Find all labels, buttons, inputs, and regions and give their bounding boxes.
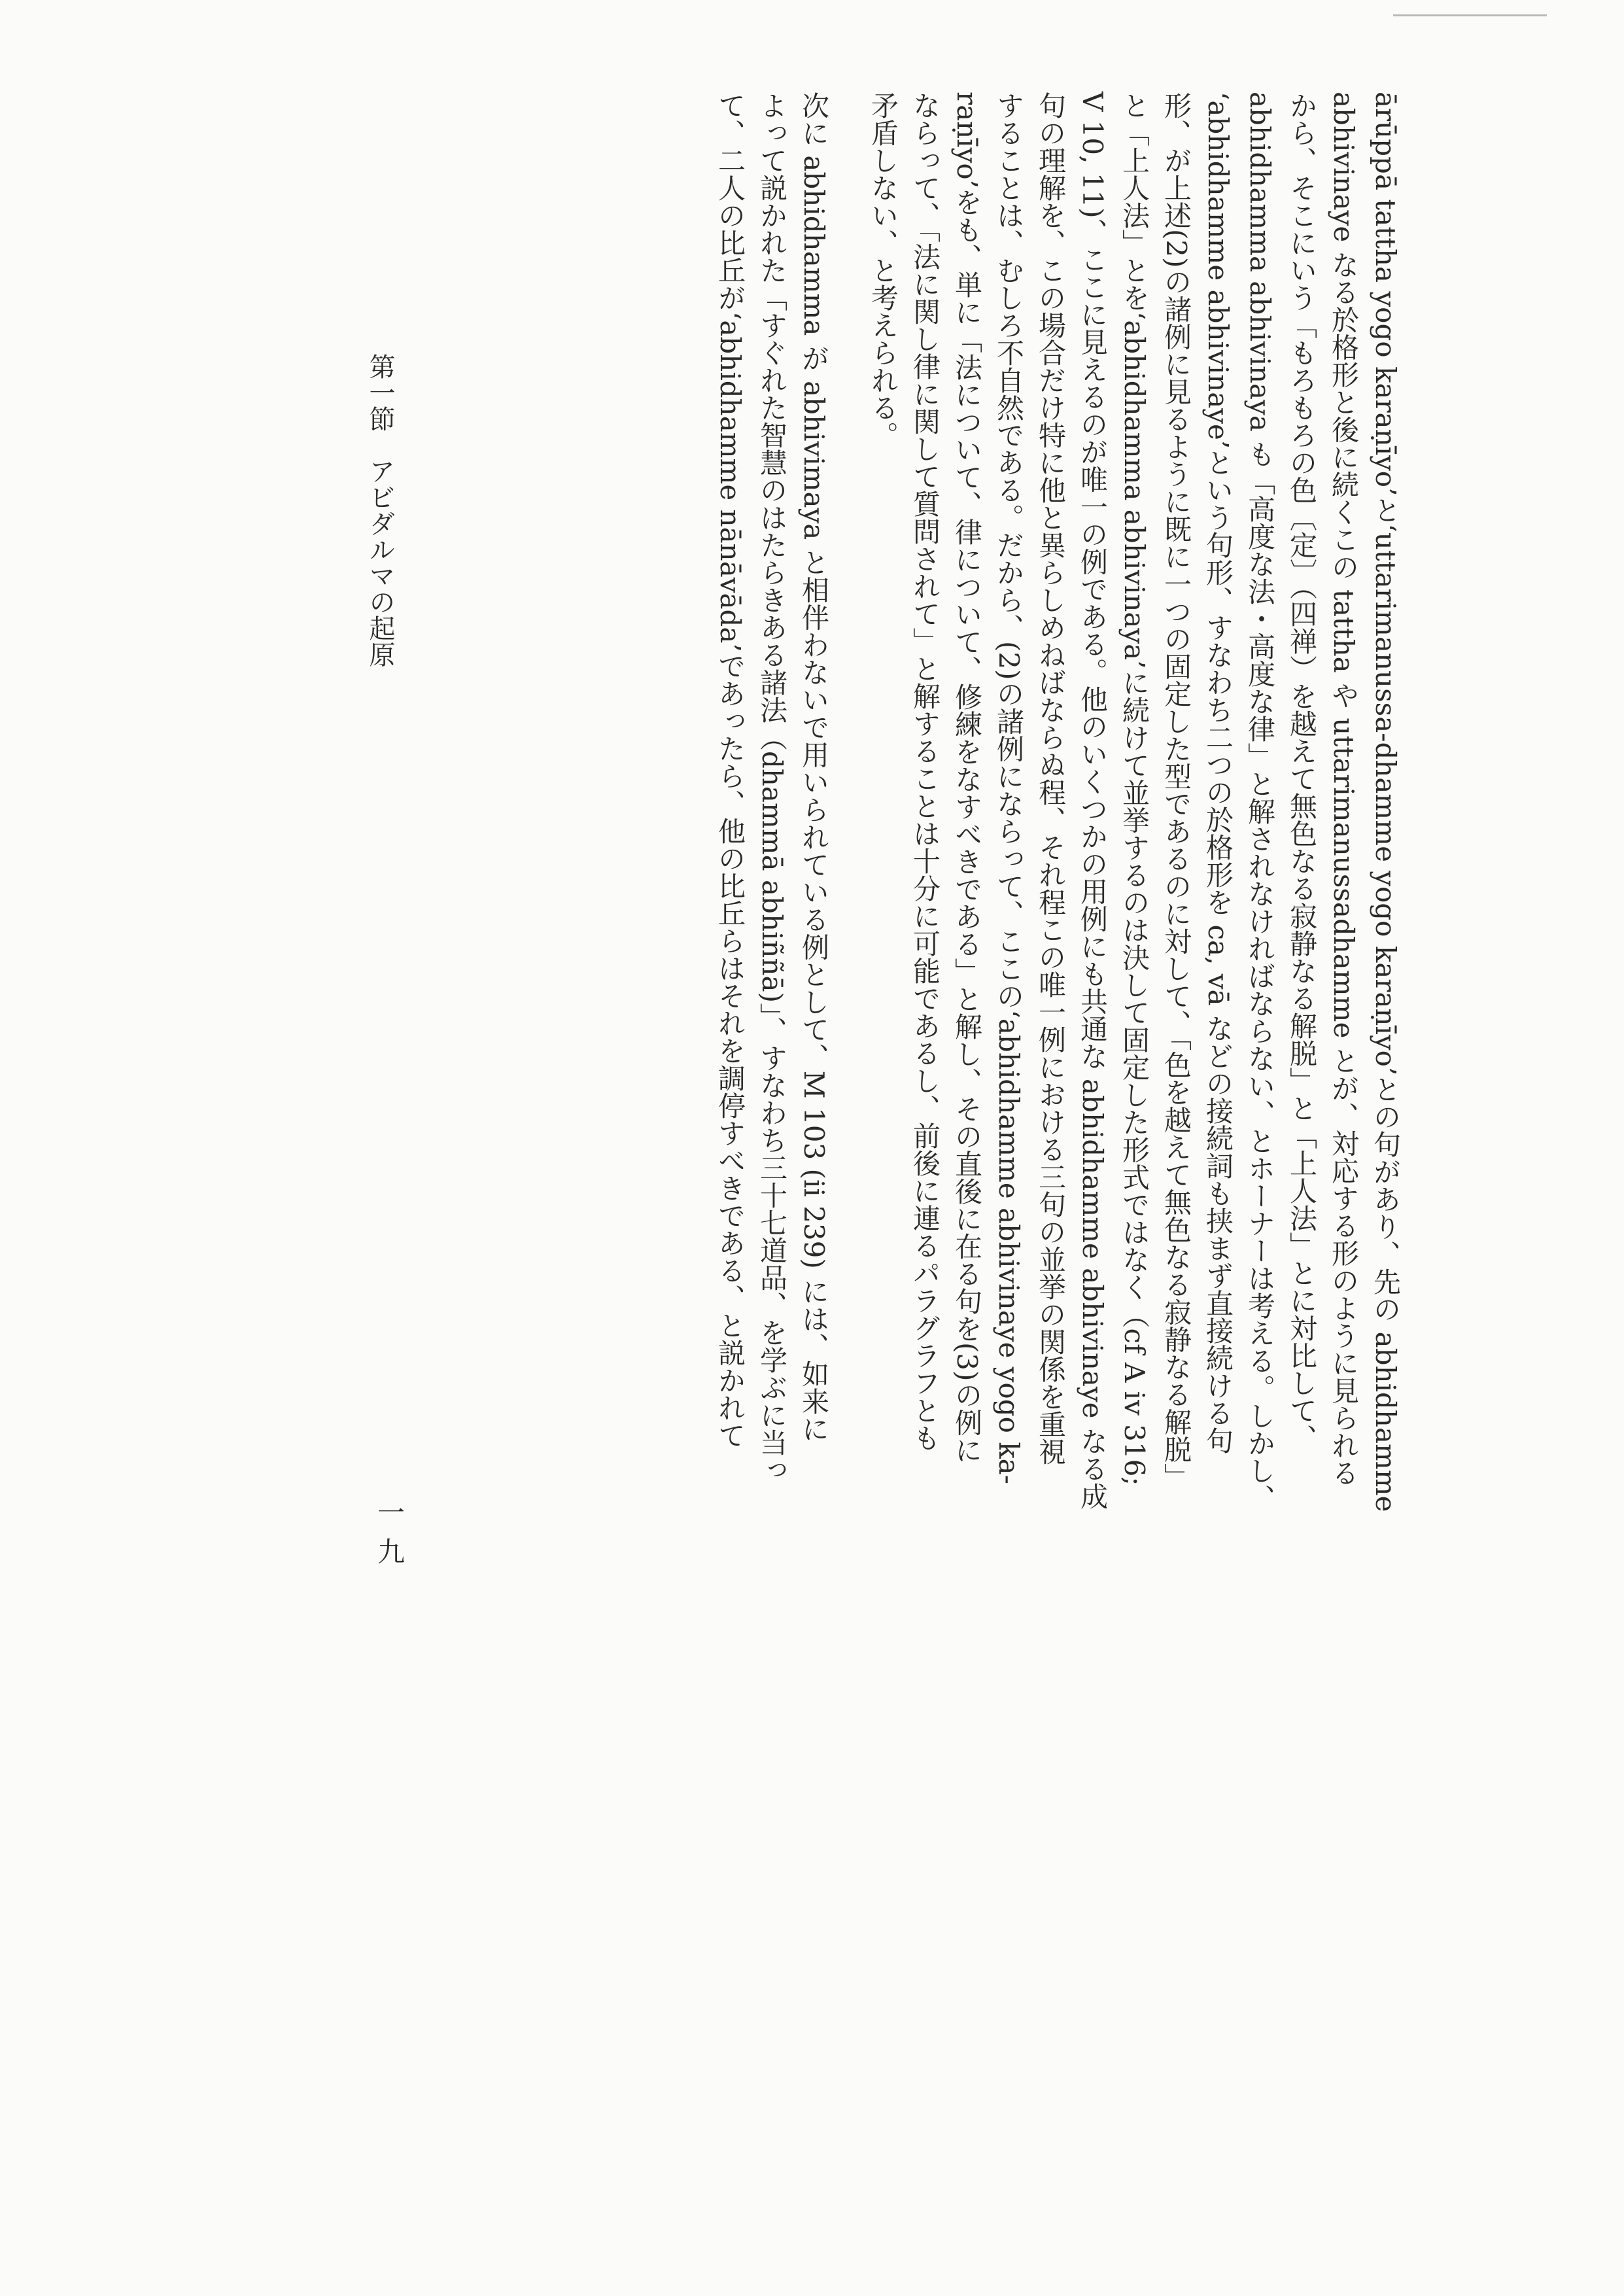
- text-line-14: 次に abhidhamma が abhivimaya と相伴わないで用いられている例として、M 103 (ii 239) には、如来に: [798, 92, 830, 1443]
- text-line-16: て、二人の比丘が‘abhidhamme nānāvāda’であったら、他の比丘らはそれを調停すべきである、と説かれて: [714, 92, 746, 1449]
- text-line-11: raṇīyo’をも、単に「法について、律について、修練をなすべきである」と解し、その直後に在る句を(3)の例に: [951, 92, 983, 1464]
- text-line-8: V 10, 11)、ここに見えるのが唯一の例である。他のいくつかの用例にも共通な abhidhamme abhivinaye なる成: [1077, 92, 1109, 1510]
- text-line-4: abhidhamma abhivinaya も「高度な法・高度な律」と解されなければならない、とホーナーは考える。しかし、: [1244, 92, 1276, 1512]
- text-line-7: と「上人法」とを‘abhidhamma abhivinaya’に続けて並挙するのは決して固定した形式ではなく（cf A iv 316;: [1118, 92, 1150, 1486]
- running-footer: 第一節 アビダルマの起原: [365, 353, 395, 667]
- text-line-12: ならって、「法に関し律に関して質問されて」と解することは十分に可能であるし、前後に連るパラグラフとも: [909, 92, 941, 1452]
- top-rule: [1393, 14, 1547, 16]
- text-line-15: よって説かれた「すぐれた智慧のはたらきある諸法（dhammā abhiññā)」、すなわち三十七道品、を学ぶに当っ: [756, 92, 788, 1484]
- body-text: [634, 92, 1406, 1512]
- text-line-13: 矛盾しない、と考えられる。: [867, 92, 899, 449]
- text-line-5: ‘abhidhamme abhivinaye’という句形、すなわち二つの於格形を ca, vā などの接続詞も挟まず直接続ける句: [1202, 92, 1234, 1454]
- text-line-3: から、そこにいう「もろもろの色〔定〕（四禅）を越えて無色なる寂静なる解脱」と「上人法」とに対比して、: [1286, 92, 1318, 1452]
- page-number: 一九: [373, 1498, 406, 1576]
- text-line-10: することは、むしろ不自然である。だから、(2)の諸例にならって、ここの‘abhidhamme abhivinaye yogo ka-: [993, 92, 1025, 1484]
- text-line-2: abhivinaye なる於格形と後に続くこの tattha や uttarimanussadhamme とが、対応する形のように見られる: [1328, 92, 1360, 1487]
- text-line-1: ārūppā tattha yogo karaṇīyo’と‘uttarimanussa-dhamme yogo karaṇīyo’との句があり、先の abhidhamme: [1370, 92, 1402, 1512]
- text-line-6: 形、が上述(2)の諸例に見るように既に一つの固定した型であるのに対して、「色を越えて無色なる寂静なる解脱」: [1160, 92, 1192, 1491]
- text-line-9: 句の理解を、この場合だけ特に他と異らしめねばならぬ程、それ程この唯一例における三句の並挙の関係を重視: [1035, 92, 1067, 1465]
